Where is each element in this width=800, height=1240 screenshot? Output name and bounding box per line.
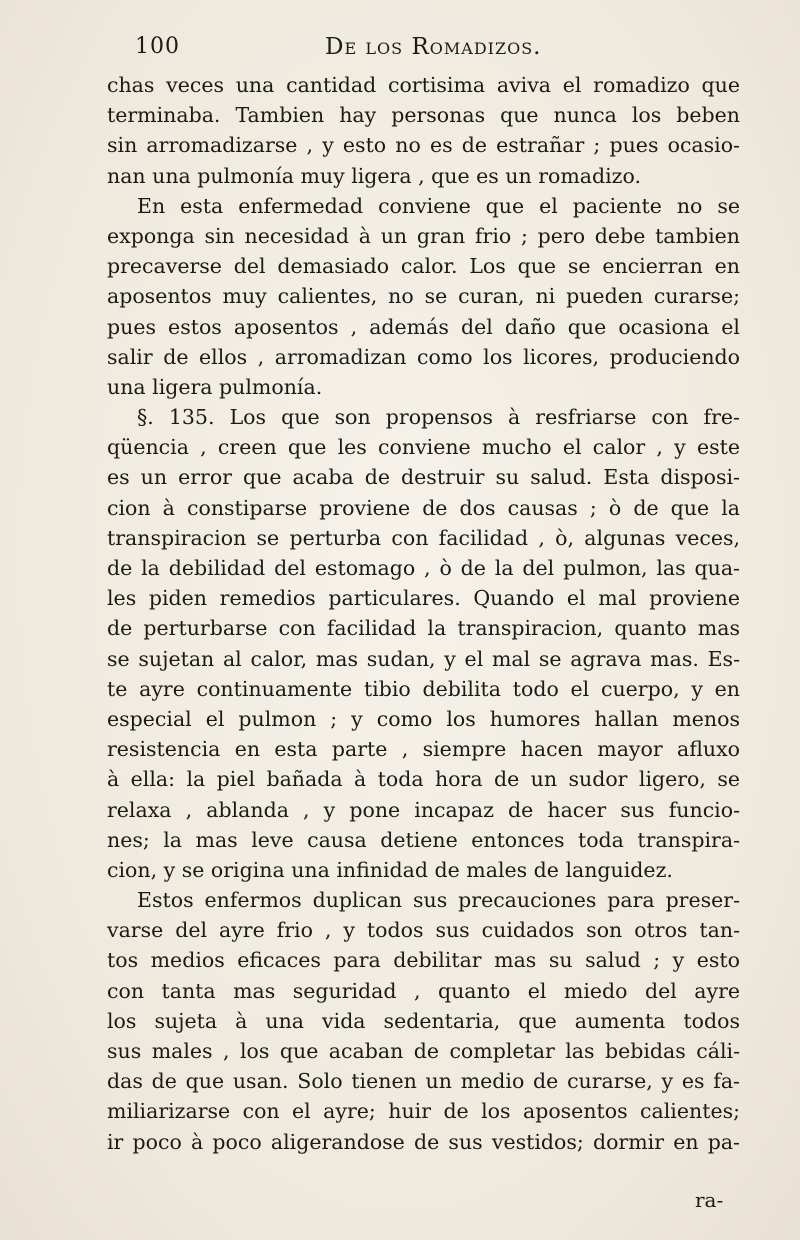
page-number: 100 — [135, 34, 180, 59]
text-line: nes; la mas leve causa detiene entonces toda transpira- — [107, 827, 740, 852]
text-line: resistencia en esta parte , siempre hacen mayor afluxo — [107, 737, 740, 762]
text-line: de la debilidad del estomago , ò de la del pulmon, las qua- — [107, 556, 740, 580]
text-line: sin arromadizarse , y esto no es de estrañar ; pues ocasio- — [107, 133, 740, 158]
text-line: varse del ayre frio , y todos sus cuidados son otros tan- — [107, 918, 740, 943]
text-line: Estos enfermos duplican sus precauciones para preser- — [137, 888, 740, 913]
text-line: qüencia , creen que les conviene mucho el calor , y este — [107, 435, 740, 460]
text-line: cion à constiparse proviene de dos causas ; ò de que la — [107, 495, 740, 520]
text-line: con tanta mas seguridad , quanto el miedo del ayre — [107, 978, 740, 1003]
text-line: à ella: la piel bañada à toda hora de un sudor ligero, se — [107, 767, 740, 792]
text-line: salir de ellos , arromadizan como los licores, produciendo — [107, 344, 740, 369]
text-line: sus males , los que acaban de completar las bebidas cáli- — [107, 1039, 740, 1063]
text-line: chas veces una cantidad cortisima aviva el romadizo que — [107, 73, 740, 97]
text-line: especial el pulmon ; y como los humores hallan menos — [107, 706, 740, 731]
text-line: pues estos aposentos , además del daño que ocasiona el — [107, 314, 740, 339]
page-header — [135, 34, 735, 68]
text-line: precaverse del demasiado calor. Los que se encierran en — [107, 254, 740, 279]
text-line: se sujetan al calor, mas sudan, y el mal se agrava mas. Es- — [107, 646, 740, 671]
text-line: les piden remedios particulares. Quando el mal proviene — [107, 586, 740, 611]
text-line: cion, y se origina una infinidad de males de languidez. — [107, 857, 673, 882]
text-line: aposentos muy calientes, no se curan, ni pueden curarse; — [107, 284, 740, 309]
text-line: te ayre continuamente tibio debilita todo el cuerpo, y en — [107, 676, 740, 701]
text-line: relaxa , ablanda , y pone incapaz de hacer sus funcio- — [107, 797, 740, 822]
text-line: nan una pulmonía muy ligera , que es un romadizo. — [107, 163, 641, 188]
text-line: transpiracion se perturba con facilidad , ò, algunas veces, — [107, 525, 740, 550]
body-text — [107, 70, 740, 1157]
text-line: es un error que acaba de destruir su salud. Esta disposi- — [107, 465, 740, 490]
text-line: de perturbarse con facilidad la transpiracion, quanto mas — [107, 616, 740, 641]
text-line: tos medios eficaces para debilitar mas su salud ; y esto — [107, 948, 740, 973]
text-line: exponga sin necesidad à un gran frio ; pero debe tambien — [107, 223, 740, 248]
catchword: ra- — [695, 1188, 724, 1212]
text-line: una ligera pulmonía. — [107, 374, 323, 399]
text-line: das de que usan. Solo tienen un medio de curarse, y es fa- — [107, 1069, 740, 1094]
running-title: De los Romadizos. — [325, 34, 542, 60]
text-line: ir poco à poco aligerandose de sus vestidos; dormir en pa- — [107, 1129, 740, 1154]
text-line: §. 135. Los que son propensos à resfriarse con fre- — [137, 405, 740, 430]
text-line: miliarizarse con el ayre; huir de los aposentos calientes; — [107, 1099, 740, 1124]
text-line: En esta enfermedad conviene que el paciente no se — [137, 193, 740, 218]
text-line: los sujeta à una vida sedentaria, que aumenta todos — [107, 1008, 740, 1033]
text-line: terminaba. Tambien hay personas que nunca los beben — [107, 103, 740, 128]
